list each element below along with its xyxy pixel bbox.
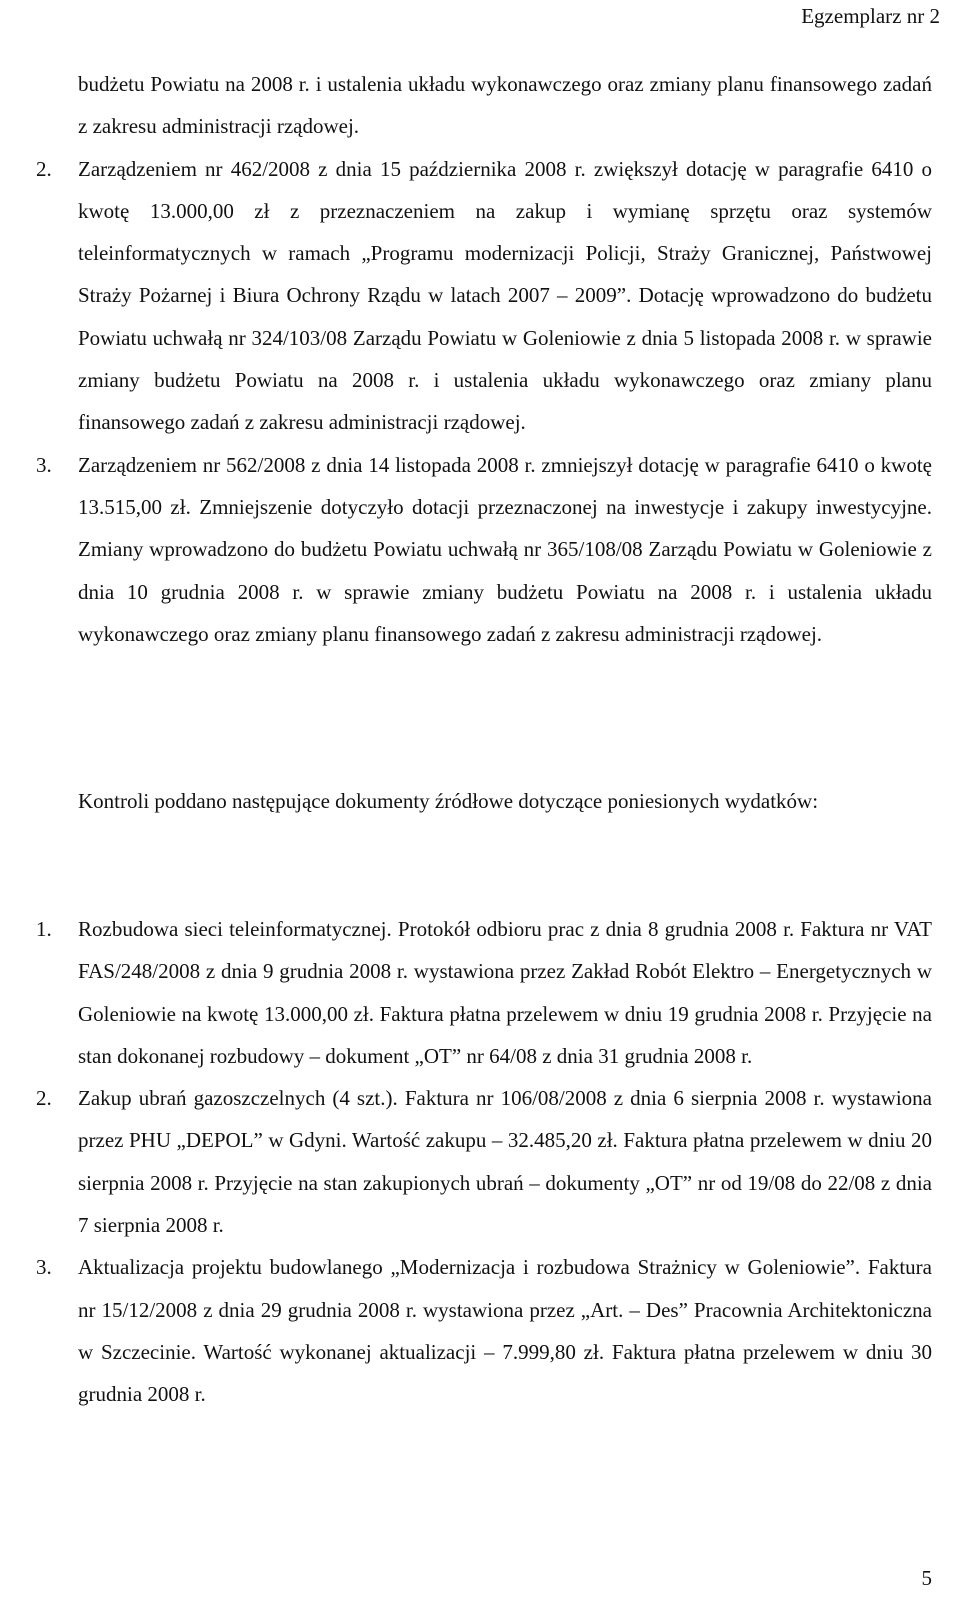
list-item-number: 2. [36,156,52,181]
list-item-number: 3. [36,1255,52,1280]
documents-intro-paragraph: Kontroli poddano następujące dokumenty źródłowe dotyczące poniesionych wydatków: [78,789,819,813]
page-number: 5 [921,1566,932,1590]
list-item-number: 2. [36,1086,52,1111]
copy-number-label: Egzemplarz nr 2 [801,4,940,28]
list-item-number: 3. [36,452,52,477]
list-item-text: Zarządzeniem nr 562/2008 z dnia 14 listopada 2008 r. zmniejszył dotację w paragrafie 6410 o kwotę 13.515,00 zł. Zmniejszenie dotyczyło dotacji przeznaczonej na inwestycje i zakupy inwestycyjne. Zmiany wprowadzono do budżetu Powiatu uchwałą nr 365/108/08 Zarządu Powiatu w Goleniowie z dnia 10 grudnia 2008 r. w sprawie zmiany budżetu Powiatu na 2008 r. i ustalenia układu wykonawczego oraz zmiany planu finansowego zadań z zakresu administracji rządowej. [78,452,932,646]
list-item-text: Rozbudowa sieci teleinformatycznej. Protokół odbioru prac z dnia 8 grudnia 2008 r. Faktura nr VAT FAS/248/2008 z dnia 9 grudnia 2008 r. wystawiona przez Zakład Robót Elektro – Energetycznych w Goleniowie na kwotę 13.000,00 zł. Faktura płatna przelewem w dniu 19 grudnia 2008 r. Przyjęcie na stan dokonanej rozbudowy – dokument „OT” nr 64/08 z dnia 31 grudnia 2008 r. [78,917,932,1068]
list-item [36,1077,932,1246]
list-item [36,1246,932,1415]
documents-list [36,908,932,1416]
list-item-text: Zakup ubrań gazoszczelnych (4 szt.). Faktura nr 106/08/2008 z dnia 6 sierpnia 2008 r. wystawiona przez PHU „DEPOL” w Gdyni. Wartość zakupu – 32.485,20 zł. Faktura płatna przelewem w dniu 20 sierpnia 2008 r. Przyjęcie na stan zakupionych ubrań – dokumenty „OT” nr od 19/08 do 22/08 z dnia 7 sierpnia 2008 r. [78,1086,932,1238]
list-item-text: Zarządzeniem nr 462/2008 z dnia 15 października 2008 r. zwiększył dotację w paragrafie 6410 o kwotę 13.000,00 zł z przeznaczeniem na zakup i wymianę sprzętu oraz systemów teleinformatycznych w ramach „Programu modernizacji Policji, Straży Granicznej, Państwowej Straży Pożarnej i Biura Ochrony Rządu w latach 2007 – 2009”. Dotację wprowadzono do budżetu Powiatu uchwałą nr 324/103/08 Zarządu Powiatu w Goleniowie z dnia 5 listopada 2008 r. w sprawie zmiany budżetu Powiatu na 2008 r. i ustalenia układu wykonawczego oraz zmiany planu finansowego zadań z zakresu administracji rządowej. [78,156,932,435]
list-item-text: Aktualizacja projektu budowlanego „Modernizacja i rozbudowa Strażnicy w Goleniowie”. Faktura nr 15/12/2008 z dnia 29 grudnia 2008 r. wystawiona przez „Art. – Des” Pracownia Architektoniczna w Szczecinie. Wartość wykonanej aktualizacji – 7.999,80 zł. Faktura płatna przelewem w dniu 30 grudnia 2008 r. [78,1255,932,1407]
list-item [36,908,932,1077]
list-item [36,444,932,655]
top-list [36,63,932,655]
list-item [36,148,932,444]
list-item-continuation: budżetu Powiatu na 2008 r. i ustalenia układu wykonawczego oraz zmiany planu finansowego zadań z zakresu administracji rządowej. [78,72,932,139]
list-item-number: 1. [36,917,52,941]
